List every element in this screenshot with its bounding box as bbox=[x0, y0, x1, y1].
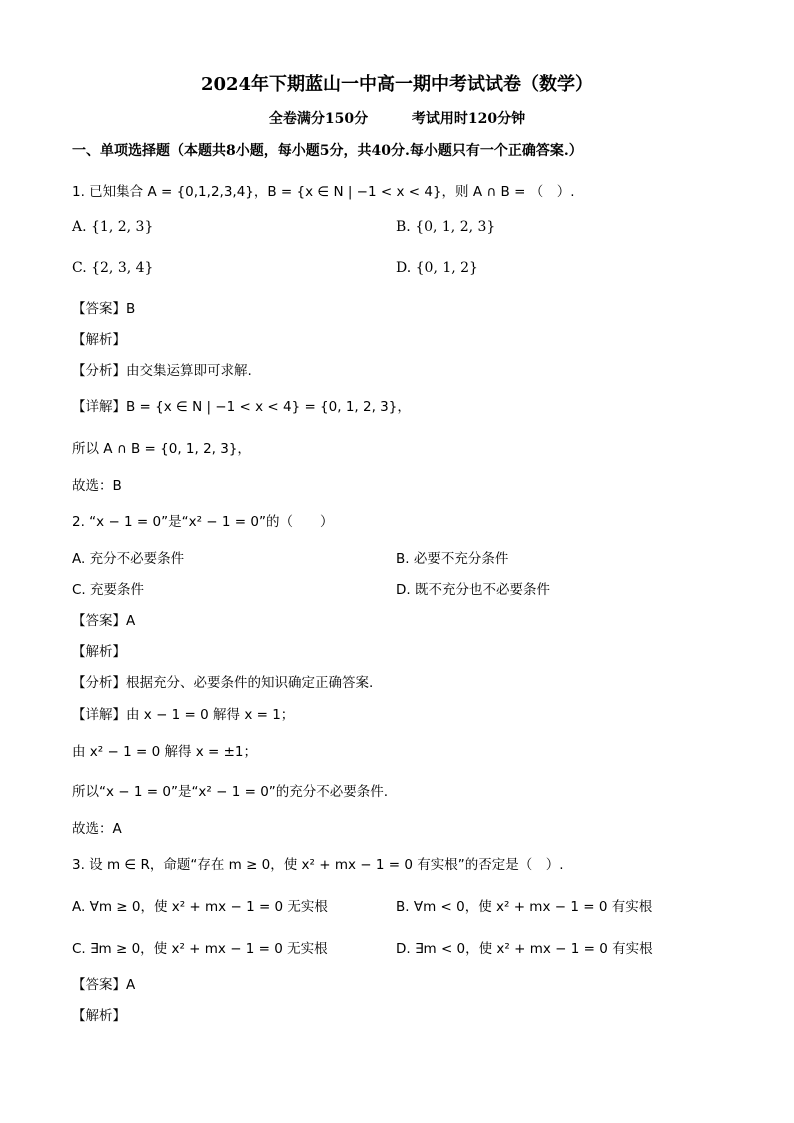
q1-analysis-label: 【解析】 bbox=[72, 332, 126, 348]
section-heading: 一、单项选择题（本题共8小题，每小题5分，共40分.每小题只有一个正确答案.） bbox=[72, 143, 583, 159]
q3-option-c: C. ∃m ≥ 0，使 x² + mx − 1 = 0 无实根 bbox=[72, 941, 328, 957]
q3-option-d: D. ∃m < 0，使 x² + mx − 1 = 0 有实根 bbox=[396, 941, 653, 957]
q2-answer: 【答案】A bbox=[72, 613, 136, 629]
question-2-stem: 2. “x − 1 = 0”是“x² − 1 = 0”的（ ） bbox=[72, 514, 334, 530]
q2-option-c: C. 充要条件 bbox=[72, 582, 145, 598]
q2-analysis-label: 【解析】 bbox=[72, 644, 126, 660]
q2-therefore: 所以“x − 1 = 0”是“x² − 1 = 0”的充分不必要条件. bbox=[72, 784, 389, 800]
q1-choose: 故选：B bbox=[72, 478, 122, 494]
total-score: 全卷满分150分 bbox=[268, 111, 369, 127]
q1-option-c: C. {2, 3, 4} bbox=[72, 260, 154, 276]
q1-fenxi: 【分析】由交集运算即可求解. bbox=[72, 363, 252, 379]
q1-detail: 【详解】B = {x ∈ N | −1 < x < 4} = {0, 1, 2, 3}， bbox=[72, 399, 411, 415]
q3-answer: 【答案】A bbox=[72, 977, 136, 993]
q2-fenxi: 【分析】根据充分、必要条件的知识确定正确答案. bbox=[72, 675, 374, 691]
q2-option-b: B. 必要不充分条件 bbox=[396, 551, 509, 567]
exam-info bbox=[0, 108, 794, 128]
q3-option-b: B. ∀m < 0，使 x² + mx − 1 = 0 有实根 bbox=[396, 899, 653, 915]
question-3-stem: 3. 设 m ∈ R，命题“存在 m ≥ 0，使 x² + mx − 1 = 0 有实根”的否定是（ ）. bbox=[72, 857, 564, 873]
q1-option-b: B. {0, 1, 2, 3} bbox=[396, 219, 496, 235]
q2-choose: 故选：A bbox=[72, 821, 122, 837]
page-title: 2024年下期蓝山一中高一期中考试试卷（数学） bbox=[200, 74, 594, 95]
q2-detail: 【详解】由 x − 1 = 0 解得 x = 1； bbox=[72, 707, 295, 723]
q1-option-d: D. {0, 1, 2} bbox=[396, 260, 478, 276]
q1-therefore: 所以 A ∩ B = {0, 1, 2, 3}， bbox=[72, 441, 251, 457]
exam-duration: 考试用时120分钟 bbox=[411, 111, 526, 127]
q3-option-a: A. ∀m ≥ 0，使 x² + mx − 1 = 0 无实根 bbox=[72, 899, 328, 915]
q2-detail-2: 由 x² − 1 = 0 解得 x = ±1； bbox=[72, 744, 258, 760]
q2-option-d: D. 既不充分也不必要条件 bbox=[396, 582, 550, 598]
question-1-stem: 1. 已知集合 A = {0,1,2,3,4}，B = {x ∈ N | −1 < x < 4}，则 A ∩ B = （ ）. bbox=[72, 184, 575, 200]
q3-analysis-label: 【解析】 bbox=[72, 1008, 126, 1024]
q2-option-a: A. 充分不必要条件 bbox=[72, 551, 185, 567]
q1-option-a: A. {1, 2, 3} bbox=[72, 219, 154, 235]
q1-answer: 【答案】B bbox=[72, 301, 136, 317]
